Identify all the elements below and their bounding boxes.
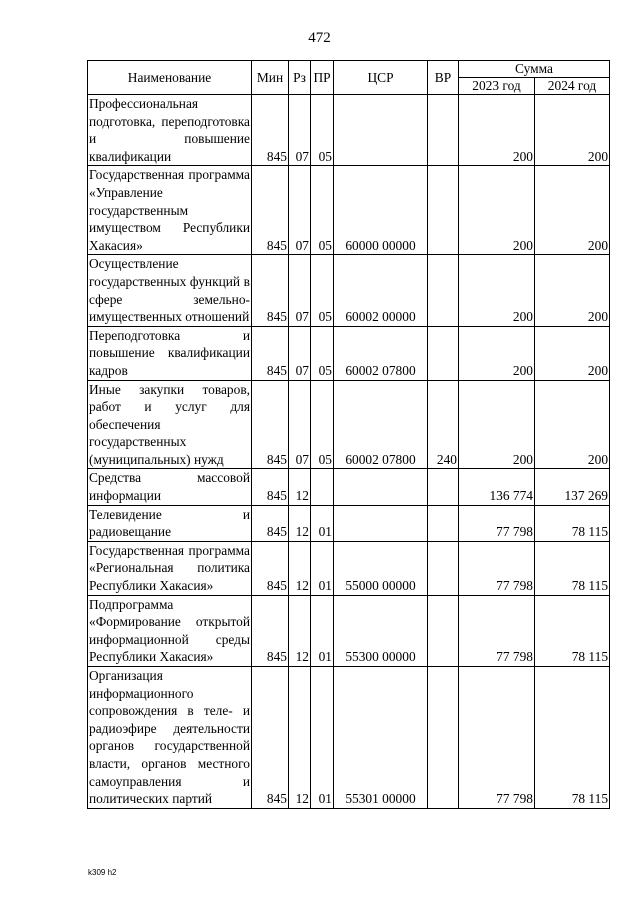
row-rz: 07 (289, 326, 311, 380)
table-row (88, 667, 610, 809)
row-sum-2023: 200 (459, 255, 535, 326)
row-vr (428, 505, 459, 541)
row-vr (428, 469, 459, 505)
header-rz: Рз (289, 61, 311, 95)
row-name: Подпрограмма «Формирование открытой информационной среды Республики Хакасия» (88, 595, 252, 666)
row-csr: 55000 00000 (334, 541, 428, 595)
row-pr: 05 (311, 326, 334, 380)
row-name: Осуществление государственных функций в сфере земельно-имущественных отношений (88, 255, 252, 326)
table-row (88, 255, 610, 326)
row-sum-2023: 136 774 (459, 469, 535, 505)
row-min: 845 (252, 380, 289, 469)
row-csr (334, 95, 428, 166)
row-sum-2023: 77 798 (459, 667, 535, 809)
table-row (88, 541, 610, 595)
header-min: Мин (252, 61, 289, 95)
row-name: Организация информационного сопровождения в теле- и радиоэфире деятельности органов государственной власти, органов местного самоуправления и политических партий (88, 667, 252, 809)
row-csr: 60002 07800 (334, 380, 428, 469)
row-min: 845 (252, 541, 289, 595)
row-rz: 07 (289, 95, 311, 166)
row-sum-2024: 137 269 (535, 469, 610, 505)
table-row (88, 95, 610, 166)
row-rz: 07 (289, 166, 311, 255)
header-vr: ВР (428, 61, 459, 95)
row-sum-2023: 77 798 (459, 595, 535, 666)
row-sum-2024: 78 115 (535, 667, 610, 809)
row-name: Профессиональная подготовка, переподготовка и повышение квалификации (88, 95, 252, 166)
row-min: 845 (252, 595, 289, 666)
table-row (88, 595, 610, 666)
row-pr: 01 (311, 667, 334, 809)
row-min: 845 (252, 326, 289, 380)
row-name: Телевидение и радиовещание (88, 505, 252, 541)
row-sum-2024: 78 115 (535, 505, 610, 541)
row-pr: 01 (311, 505, 334, 541)
row-rz: 12 (289, 667, 311, 809)
row-name: Иные закупки товаров, работ и услуг для обеспечения государственных (муниципальных) нужд (88, 380, 252, 469)
row-min: 845 (252, 166, 289, 255)
table-row (88, 380, 610, 469)
table-row (88, 326, 610, 380)
row-csr: 55301 00000 (334, 667, 428, 809)
row-vr (428, 541, 459, 595)
table-header (88, 61, 610, 95)
row-vr (428, 166, 459, 255)
row-vr: 240 (428, 380, 459, 469)
header-sum: Сумма (459, 61, 610, 78)
row-sum-2024: 200 (535, 95, 610, 166)
row-min: 845 (252, 255, 289, 326)
row-sum-2023: 200 (459, 95, 535, 166)
row-rz: 12 (289, 541, 311, 595)
row-sum-2023: 200 (459, 166, 535, 255)
row-csr: 60000 00000 (334, 166, 428, 255)
row-pr: 05 (311, 255, 334, 326)
row-pr: 05 (311, 166, 334, 255)
table-row (88, 469, 610, 505)
row-name: Переподготовка и повышение квалификации кадров (88, 326, 252, 380)
row-rz: 07 (289, 255, 311, 326)
row-sum-2024: 78 115 (535, 595, 610, 666)
header-pr: ПР (311, 61, 334, 95)
row-pr: 01 (311, 541, 334, 595)
row-csr: 60002 00000 (334, 255, 428, 326)
row-pr: 05 (311, 380, 334, 469)
budget-table (87, 60, 610, 809)
row-min: 845 (252, 95, 289, 166)
header-csr: ЦСР (334, 61, 428, 95)
row-vr (428, 95, 459, 166)
row-vr (428, 667, 459, 809)
row-csr (334, 469, 428, 505)
row-sum-2024: 78 115 (535, 541, 610, 595)
table-row (88, 166, 610, 255)
row-vr (428, 326, 459, 380)
row-csr: 55300 00000 (334, 595, 428, 666)
row-sum-2024: 200 (535, 255, 610, 326)
page-number: 472 (308, 30, 331, 46)
row-sum-2023: 77 798 (459, 505, 535, 541)
row-rz: 12 (289, 595, 311, 666)
header-year-2023: 2023 год (459, 78, 535, 95)
row-rz: 07 (289, 380, 311, 469)
row-min: 845 (252, 667, 289, 809)
row-pr: 01 (311, 595, 334, 666)
row-vr (428, 595, 459, 666)
row-rz: 12 (289, 469, 311, 505)
footer-code: k309 h2 (88, 868, 117, 877)
table-row (88, 505, 610, 541)
row-sum-2024: 200 (535, 326, 610, 380)
header-year-2024: 2024 год (535, 78, 610, 95)
row-name: Государственная программа «Управление государственным имуществом Республики Хакасия» (88, 166, 252, 255)
row-sum-2024: 200 (535, 380, 610, 469)
row-sum-2023: 200 (459, 380, 535, 469)
row-min: 845 (252, 469, 289, 505)
row-csr: 60002 07800 (334, 326, 428, 380)
row-pr: 05 (311, 95, 334, 166)
row-csr (334, 505, 428, 541)
row-sum-2024: 200 (535, 166, 610, 255)
row-pr (311, 469, 334, 505)
row-sum-2023: 77 798 (459, 541, 535, 595)
row-name: Государственная программа «Региональная политика Республики Хакасия» (88, 541, 252, 595)
table-body (88, 95, 610, 809)
row-rz: 12 (289, 505, 311, 541)
row-vr (428, 255, 459, 326)
row-sum-2023: 200 (459, 326, 535, 380)
row-min: 845 (252, 505, 289, 541)
header-name: Наименование (88, 61, 252, 95)
row-name: Средства массовой информации (88, 469, 252, 505)
